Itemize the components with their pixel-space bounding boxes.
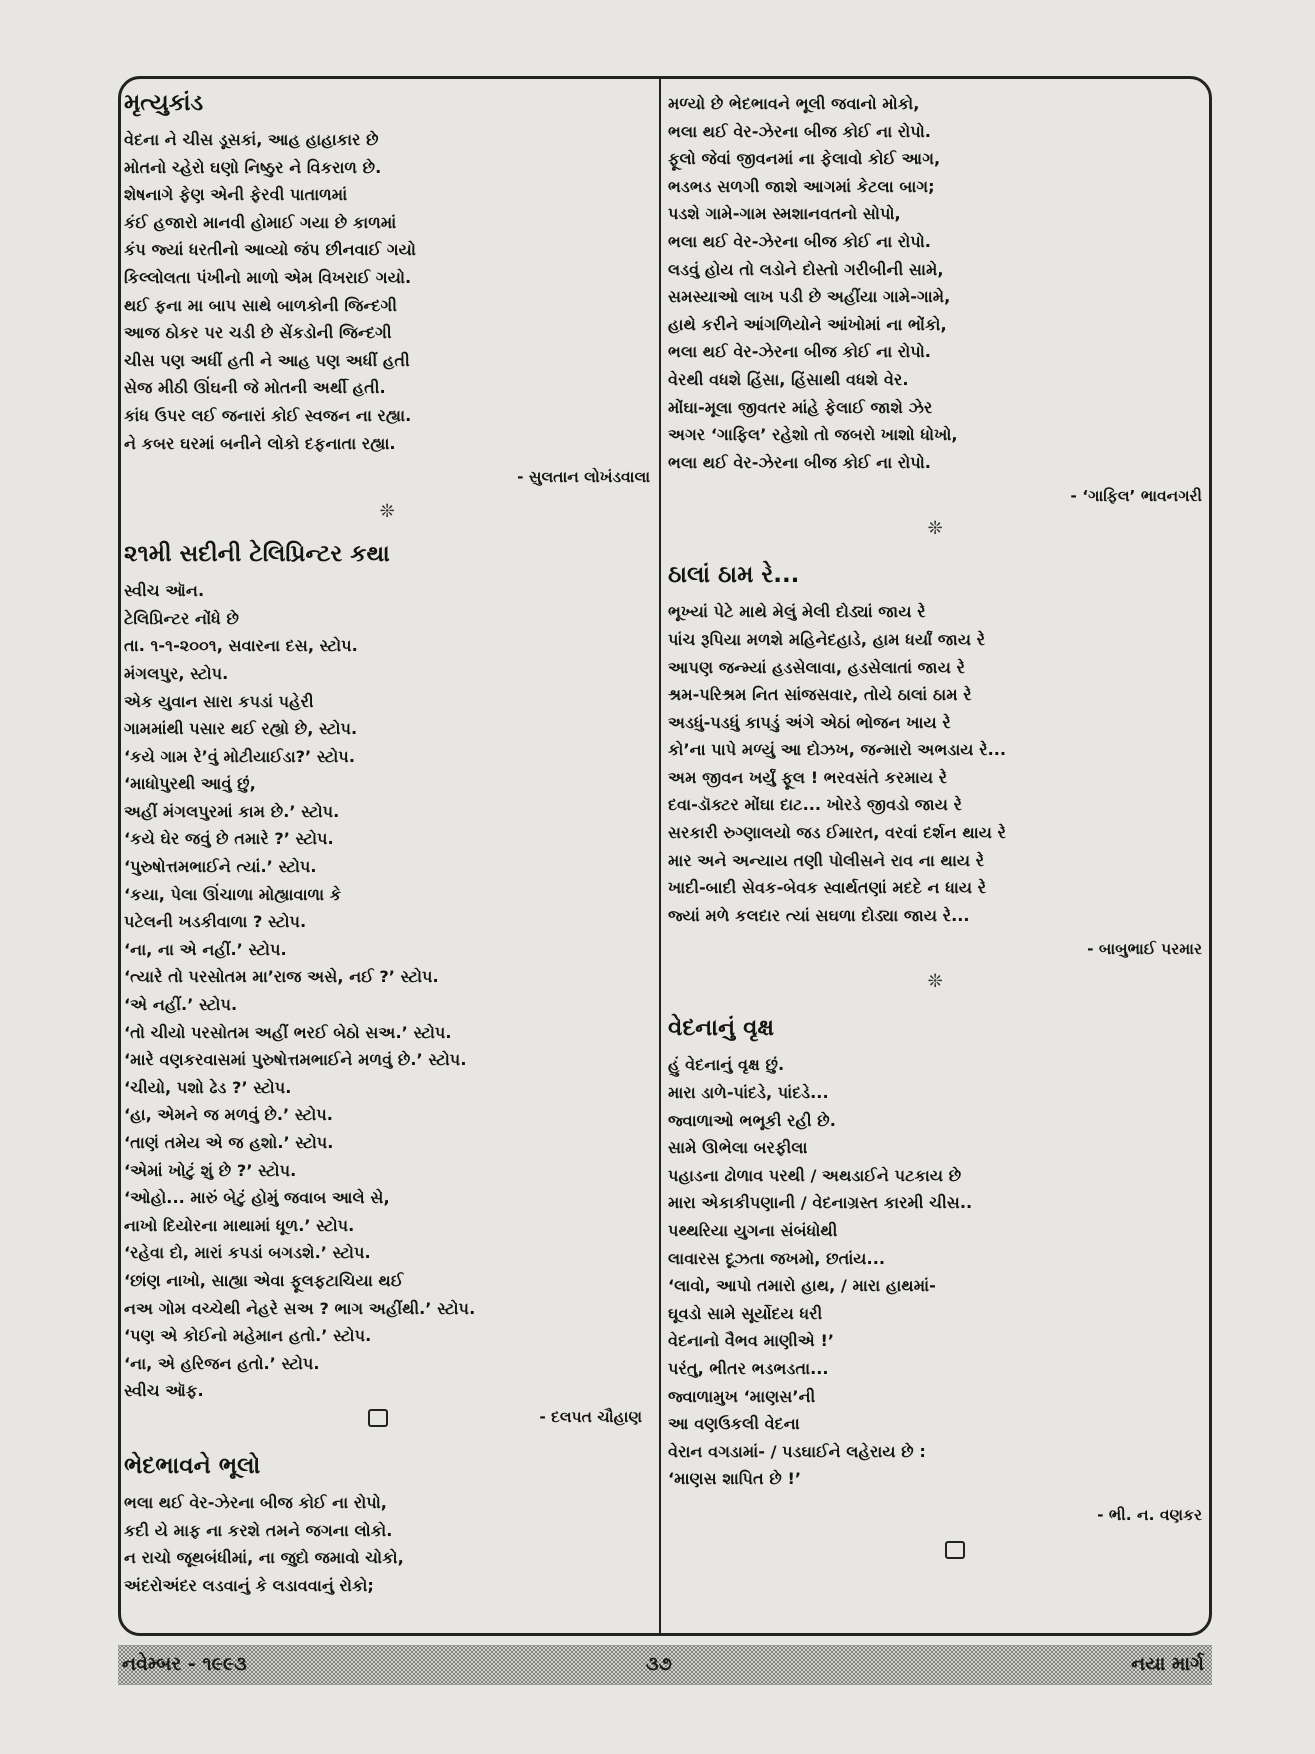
end-mark-square	[945, 1541, 965, 1559]
poem-line: ‘માણસ શાપિત છે !’	[668, 1469, 802, 1489]
poem-line: આજ ઠોકર પર ચડી છે સેંકડોની જિન્દગી	[124, 323, 392, 343]
poem-line: કંઈ હજારો માનવી હોમાઈ ગયા છે કાળમાં	[124, 212, 397, 232]
poem-teleprinter-katha	[124, 539, 650, 1435]
poem-author: - દલપત ચૌહાણ	[539, 1407, 642, 1426]
poem-line: એક યુવાન સારા કપડાં પહેરી	[124, 691, 314, 711]
issue-date: નવેમ્બર - ૧૯૯૩	[122, 1653, 247, 1675]
poem-thalan-tham	[668, 560, 1202, 961]
column-divider	[659, 78, 661, 1634]
poem-line: નાખો દિયોરના માથામાં ધૂળ.’ સ્ટોપ.	[124, 1215, 355, 1235]
poem-line: ‘પણ એ કોઈનો મહેમાન હતો.’ સ્ટોપ.	[124, 1326, 372, 1346]
poem-line: વેદના ને ચીસ ડૂસકાં, આહ હાહાકાર છે	[124, 130, 379, 149]
end-mark-square	[368, 1409, 388, 1427]
poem-line: વેરાન વગડામાં- / પડઘાઈને લહેરાય છે :	[668, 1441, 926, 1461]
poem-line: શ્રમ-પરિશ્રમ નિત સાંજસવાર, તોયે ઠાલાં ઠામ રે	[668, 685, 972, 705]
poem-lines	[668, 90, 1202, 476]
poem-title: ઠાલાં ઠામ રે...	[668, 562, 800, 589]
poem-line: અંદરોઅંદર લડવાનું કે લડાવવાનું રોકો;	[124, 1575, 374, 1595]
poem-line: અડધું-પડધું કાપડું અંગે એઠાં ભોજન ખાય રે	[668, 712, 951, 732]
poem-line: મારા એકાકીપણાની / વેદનાગ્રસ્ત કારમી ચીસ..	[668, 1193, 973, 1213]
poem-line: ‘મારે વણકરવાસમાં પુરુષોત્તમભાઈને મળવું છે.’ સ્ટોપ.	[124, 1050, 467, 1070]
poem-line: પથ્થરિયા યુગના સંબંધોથી	[668, 1221, 838, 1240]
poem-bhedbhav-continued	[668, 90, 1202, 508]
page-number: ૩૭	[646, 1653, 672, 1675]
poem-lines	[124, 1489, 650, 1599]
poem-line: ભૂખ્યાં પેટે માથે મેલું મેલી દોડ્યાં જાય રે	[668, 602, 926, 622]
poem-line: ને કબર ઘરમાં બનીને લોકો દફનાતા રહ્યા.	[124, 433, 396, 453]
poem-line: જ્વાળામુખ ‘માણસ’ની	[668, 1386, 816, 1406]
poem-author: - બાબુભાઈ પરમાર	[1087, 940, 1202, 959]
poem-line: હાથે કરીને આંગળિયોને આંખોમાં ના ભોંકો,	[668, 314, 947, 334]
poem-line: ‘ઓહો... મારું બેટું હોમું જવાબ આલે સે,	[124, 1188, 390, 1208]
poem-line: ‘તાણં તમેય એ જ હશો.’ સ્ટોપ.	[124, 1133, 334, 1152]
poem-line: લડવું હોય તો લડોને દોસ્તો ગરીબીની સામે,	[668, 259, 944, 279]
poem-title: ૨૧મી સદીની ટેલિપ્રિન્ટર કથા	[124, 541, 390, 568]
separator-ornament: ❊	[379, 501, 395, 523]
poem-line: પરંતુ, ભીતર ભડભડતા...	[668, 1358, 829, 1378]
poem-line: સમસ્યાઓ લાખ પડી છે અહીંયા ગામે-ગામે,	[668, 287, 951, 307]
poem-line: ‘લાવો, આપો તમારો હાથ, / મારા હાથમાં-	[668, 1276, 936, 1296]
poem-line: હું વેદનાનું વૃક્ષ છું.	[668, 1055, 785, 1075]
poem-line: તા. ૧-૧-૨૦૦૧, સવારના દસ, સ્ટોપ.	[124, 636, 358, 656]
poem-line: મારા ડાળે-પાંદડે, પાંદડે...	[668, 1083, 829, 1103]
poem-line: ભલા થઈ વેર-ઝેરના બીજ કોઈ ના રોપો.	[668, 342, 931, 362]
poem-line: અગર ‘ગાફિલ’ રહેશો તો જબરો ખાશો ધોખો,	[668, 425, 958, 445]
poem-lines	[124, 126, 650, 457]
poem-line: આપણ જન્મ્યાં હડસેલાવા, હડસેલાતાં જાય રે	[668, 657, 965, 677]
poem-line: ‘ત્યારે તો પરસોતમ મા’રાજ અસે, નઈ ?’ સ્ટોપ.	[124, 967, 439, 987]
poem-line: ‘પુરુષોત્તમભાઈને ત્યાં.’ સ્ટોપ.	[124, 857, 317, 877]
poem-line: મોતનો ચ્હેરો ઘણો નિષ્ઠુર ને વિકરાળ છે.	[124, 157, 382, 177]
poem-author: - સુલતાન લોખંડવાલા	[517, 468, 650, 487]
poem-line: કદી યે માફ ના કરશે તમને જગના લોકો.	[124, 1520, 393, 1540]
poem-line: સેજ મીઠી ઊંઘની જે મોતની અર્થી હતી.	[124, 378, 386, 398]
poem-line: ‘રહેવા દો, મારાં કપડાં બગડશે.’ સ્ટોપ.	[124, 1243, 371, 1263]
separator-ornament: ❊	[927, 971, 943, 993]
right-column	[668, 88, 1202, 1563]
poem-title: વેદનાનું વૃક્ષ	[668, 1015, 775, 1042]
poem-line: મંગલપુર, સ્ટોપ.	[124, 663, 229, 683]
poem-line: ‘કયા, પેલા ઊંચાળા મોહ્યાવાળા કે	[124, 884, 342, 904]
poem-title: મૃત્યુકાંડ	[124, 90, 204, 116]
poem-line: ‘હા, એમને જ મળવું છે.’ સ્ટોપ.	[124, 1105, 333, 1125]
poem-line: મળ્યો છે ભેદભાવને ભૂલી જવાનો મોકો,	[668, 94, 920, 113]
poem-bhedbhav	[124, 1451, 650, 1599]
poem-line: ‘છાંણ નાખો, સાહ્યા એવા ફૂલફટાચિયા થઈ	[124, 1270, 404, 1290]
poem-line: કો’ના પાપે મળ્યું આ દોઝખ, જન્મારો અભડાય રે...	[668, 740, 1007, 760]
poem-line: થઈ ફના મા બાપ સાથે બાળકોની જિન્દગી	[124, 295, 397, 315]
separator-ornament: ❊	[927, 518, 943, 540]
poem-lines	[668, 598, 1202, 929]
poem-line: ચીસ પણ અધીં હતી ને આહ પણ અધીં હતી	[124, 350, 410, 370]
poem-line: પહાડના ઢોળાવ પરથી / અથડાઈને પટકાય છે	[668, 1165, 962, 1185]
poem-line: આ વણઉકલી વેદના	[668, 1414, 800, 1434]
poem-line: ‘ના, ના એ નહીં.’ સ્ટોપ.	[124, 939, 287, 959]
poem-line: શેષનાગે ફેણ એની ફેરવી પાતાળમાં	[124, 185, 348, 205]
poem-line: પડશે ગામે-ગામ સ્મશાનવતનો સોપો,	[668, 204, 901, 224]
poem-line: દવા-ડૉક્ટર મોંઘા દાટ... ખોરડે જીવડો જાય રે	[668, 795, 963, 815]
poem-line: ‘એમાં ખોટું શું છે ?’ સ્ટોપ.	[124, 1160, 297, 1180]
poem-line: ભડભડ સળગી જાશે આગમાં કેટલા બાગ;	[668, 176, 935, 196]
poem-line: વેદનાનો વૈભવ માણીએ !’	[668, 1331, 835, 1351]
poem-line: અમ જીવન ખર્યું ફૂલ ! ભરવસંતે કરમાય રે	[668, 767, 948, 787]
page-footer	[118, 1645, 1212, 1685]
poem-mrityukand	[124, 88, 650, 489]
poem-line: પટેલની ખડકીવાળા ? સ્ટોપ.	[124, 912, 307, 932]
poem-line: માર અને અન્યાય તણી પોલીસને રાવ ના થાય રે	[668, 850, 985, 870]
poem-line: ‘કયે ગામ રે’વું મોટીયાઈડા?’ સ્ટોપ.	[124, 746, 355, 766]
poem-line: ખાદી-બાદી સેવક-બેવક સ્વાર્થતણાં મદદે ન ધાય રે	[668, 878, 987, 898]
poem-line: સરકારી રુગ્ણાલયો જડ ઈમારત, વરવાં દર્શન થાય રે	[668, 823, 1007, 843]
poem-line: ભલા થઈ વેર-ઝેરના બીજ કોઈ ના રોપો.	[668, 231, 931, 251]
left-column	[124, 88, 650, 1599]
poem-line: ‘કયે ઘેર જવું છે તમારે ?’ સ્ટોપ.	[124, 829, 334, 849]
poem-title: ભેદભાવને ભૂલો	[124, 1452, 261, 1479]
poem-line: જ્યાં મળે કલદાર ત્યાં સઘળા દોડ્યા જાય રે...	[668, 905, 970, 925]
poem-line: ન રાચો જૂથબંધીમાં, ના જુદો જમાવો ચોકો,	[124, 1548, 404, 1568]
poem-line: ‘ચીયો, પશો ઢેડ ?’ સ્ટોપ.	[124, 1077, 292, 1097]
poem-line: ‘ના, એ હરિજન હતો.’ સ્ટોપ.	[124, 1353, 320, 1373]
poem-line: ભલા થઈ વેર-ઝેરના બીજ કોઈ ના રોપો,	[124, 1492, 387, 1512]
poem-author: - ‘ગાફિલ’ ભાવનગરી	[1070, 487, 1202, 506]
poem-line: પાંચ રૂપિયા મળશે મહિનેદહાડે, હામ ધર્યાં જાય રે	[668, 629, 986, 649]
poem-line: ‘એ નહીં.’ સ્ટોપ.	[124, 995, 238, 1015]
end-mark-row	[668, 1541, 1202, 1563]
poem-line: સ્વીચ ઑફ.	[124, 1381, 204, 1401]
poem-line: મોંઘા-મૂલા જીવતર માંહે ફેલાઈ જાશે ઝેર	[668, 397, 933, 417]
poem-author: - ભી. ન. વણકર	[1097, 1505, 1202, 1524]
poem-line: ‘માધોપુરથી આવું છું,	[124, 774, 256, 794]
poem-line: ટેલિપ્રિન્ટર નોંધે છે	[124, 608, 239, 628]
poem-line: ઘૂવડો સામે સૂર્યોદય ધરી	[668, 1303, 823, 1323]
poem-lines	[668, 1051, 1202, 1493]
poem-line: કાંધ ઉપર લઈ જનારાં કોઈ સ્વજન ના રહ્યા.	[124, 405, 412, 425]
poem-line: વેરથી વધશે હિંસા, હિંસાથી વધશે વેર.	[668, 369, 909, 389]
poem-end-row	[124, 1405, 650, 1435]
poem-line: સ્વીચ ઑન.	[124, 581, 205, 601]
poem-line: ભલા થઈ વેર-ઝેરના બીજ કોઈ ના રોપો.	[668, 452, 931, 472]
poem-line: નઅ ગોમ વચ્ચેથી નેહરે સઅ ? ભાગ અહીંથી.’ સ્ટોપ.	[124, 1298, 476, 1318]
poem-line: લાવારસ દૂઝતા જખમો, છતાંય...	[668, 1248, 885, 1268]
poem-line: સામે ઊભેલા બરફીલા	[668, 1138, 808, 1158]
poem-line: ફૂલો જેવાં જીવનમાં ના ફેલાવો કોઈ આગ,	[668, 149, 941, 169]
poem-line: ગામમાંથી પસાર થઈ રહ્યો છે, સ્ટોપ.	[124, 719, 358, 739]
poem-line: જ્વાળાઓ ભભૂકી રહી છે.	[668, 1110, 836, 1130]
poem-line: ભલા થઈ વેર-ઝેરના બીજ કોઈ ના રોપો.	[668, 121, 931, 141]
poem-line: કિલ્લોલતા પંખીનો માળો એમ વિખરાઈ ગયો.	[124, 267, 412, 287]
poem-lines	[124, 577, 650, 1405]
poem-line: ‘તો ચીયો પરસોતમ અહીં ભરઈ બેઠો સઅ.’ સ્ટોપ.	[124, 1022, 452, 1042]
magazine-name: નયા માર્ગ	[1131, 1653, 1204, 1675]
poem-line: અહીં મંગલપુરમાં કામ છે.’ સ્ટોપ.	[124, 801, 340, 821]
poem-vednanu-vruksh	[668, 1013, 1202, 1563]
poem-line: કંપ જ્યાં ધરતીનો આવ્યો જંપ છીનવાઈ ગયો	[124, 240, 416, 260]
